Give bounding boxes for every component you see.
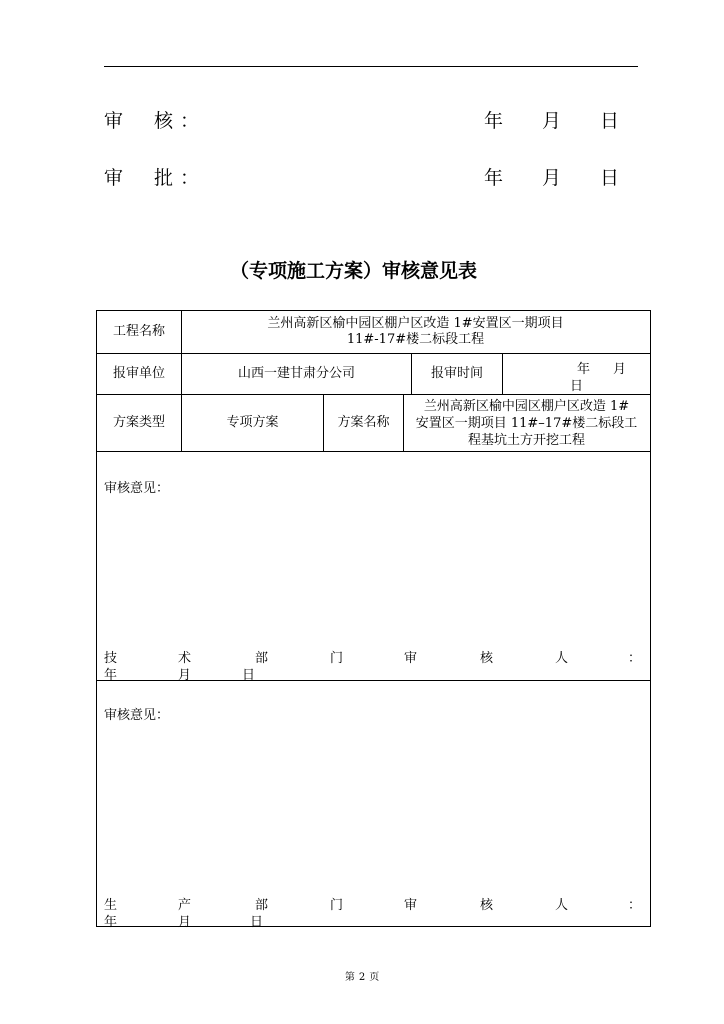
approve-date-month: 月	[542, 167, 562, 189]
plan-type-label: 方案类型	[112, 415, 165, 430]
approve-date-day: 日	[600, 167, 620, 189]
review-date-day: 日	[600, 110, 620, 132]
approve-date-year: 年	[484, 167, 504, 189]
report-time-label: 报审时间	[430, 366, 483, 381]
opinion1-signer: 技 术 部 门 审 核 人 ：	[104, 651, 642, 666]
opinion1-label: 审核意见：	[104, 481, 170, 496]
plan-name-value: 兰州高新区榆中园区棚户区改造 1# 安置区一期项目 11#–17#楼二标段工 程基坑土方开挖工程	[415, 398, 638, 448]
report-unit-label: 报审单位	[112, 366, 165, 381]
approve-signature-row: 审 批 ： 年 月 日	[104, 163, 624, 189]
project-name-value: 兰州高新区榆中园区棚户区改造 1#安置区一期项目 11#-17#楼二标段工程	[267, 316, 564, 347]
project-name-label: 工程名称	[112, 324, 165, 339]
review-date-month: 月	[542, 110, 562, 132]
report-time-value: 年 月 日	[570, 362, 627, 394]
opinion2-label: 审核意见：	[104, 708, 170, 723]
plan-name-label: 方案名称	[337, 415, 390, 430]
form-title: （专项施工方案）审核意见表	[230, 260, 478, 282]
review-date-year: 年	[484, 110, 504, 132]
page-number: 第 2 页	[344, 972, 380, 983]
table-rule	[96, 451, 650, 452]
header-rule	[104, 66, 638, 67]
opinion2-signer: 生 产 部 门 审 核 人 ：	[104, 898, 642, 913]
report-unit-value: 山西一建甘肃分公司	[237, 366, 355, 381]
opinion2-date: 年 月 日	[104, 915, 264, 930]
plan-type-value: 专项方案	[226, 415, 279, 430]
review-signature-row: 审 核 ： 年 月 日	[104, 106, 624, 132]
opinion1-date: 年 月 日	[104, 668, 256, 683]
